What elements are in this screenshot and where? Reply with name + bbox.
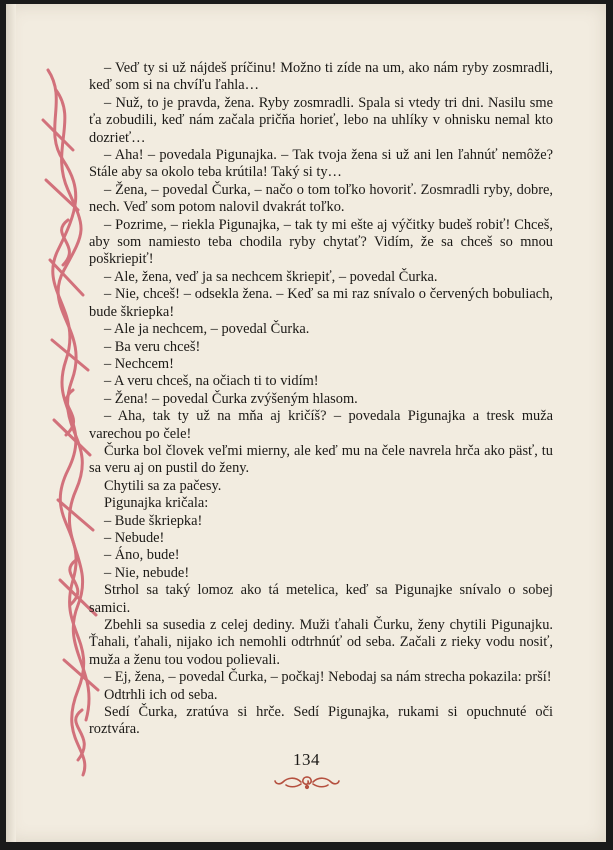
paragraph: – Ale ja nechcem, – povedal Čurka. (104, 321, 310, 338)
paragraph: Strhol sa taký lomoz ako tá metelica, keď sa Pigunajke snívalo o sobej samici. (89, 582, 553, 616)
paragraph: – Nuž, to je pravda, žena. Ryby zosmradli. Spala si vtedy tri dni. Nasilu sme ťa zobudili, keď nám začala pričňa horieť, lebo na uhlíky v ohnisku nemal kto dozrieť… (89, 94, 553, 146)
paragraph: Pigunajka kričala: (104, 495, 209, 512)
paragraph: Čurka bol človek veľmi mierny, ale keď mu na čele navrela hrča ako päsť, tu sa veru aj on pustil do ženy. (89, 442, 553, 477)
paragraph: – Aha! – povedala Pigunajka. – Tak tvoja žena si už ani len ľahnúť nemôže? Stále aby sa okolo teba krútila! Taký si ty… (89, 147, 553, 181)
page-footer (0, 750, 613, 790)
page-gutter (6, 4, 16, 842)
paragraph: – Nie, chceš! – odsekla žena. – Keď sa mi raz snívalo o červených bobuliach, bude škriepka! (89, 286, 553, 320)
page-number: 134 (293, 750, 320, 769)
paragraph: – A veru chceš, na očiach ti to vidím! (104, 373, 319, 390)
paragraph: Chytili sa za pačesy. (104, 477, 222, 494)
page-text (89, 60, 553, 739)
paragraph: – Ba veru chceš! (104, 338, 201, 355)
ornament-icon (271, 774, 343, 790)
paragraph: – Ej, žena, – povedal Čurka, – počkaj! Nebodaj sa nám strecha pokazila: prší! (104, 669, 552, 686)
paragraph: – Aha, tak ty už na mňa aj kričíš? – povedala Pigunajka a tresk muža varechou po čele! (89, 408, 553, 442)
paragraph: Odtrhli ich od seba. (104, 686, 218, 703)
paragraph: – Žena, – povedal Čurka, – načo o tom toľko hovoriť. Zosmradli ryby, dobre, nech. Veď som potom nalovil dvakrát toľko. (89, 181, 553, 216)
paragraph: – Nebude! (104, 529, 165, 546)
paragraph: – Nie, nebude! (104, 564, 190, 581)
paragraph: Zbehli sa susedia z celej dediny. Muži ťahali Čurku, ženy chytili Pigunajku. Ťahali, ťahali, nijako ich nemohli odtrhnúť od seba. Začali z rieky vodu nosiť, muža a ženu tou vodou polievali. (89, 617, 553, 668)
paragraph: Sedí Čurka, zratúva si hrče. Sedí Pigunajka, rukami si opuchnuté oči roztvára. (89, 704, 553, 738)
paragraph: – Bude škriepka! (104, 512, 203, 529)
paragraph: – Žena! – povedal Čurka zvýšeným hlasom. (104, 390, 358, 407)
paragraph: – Veď ty si už nájdeš príčinu! Možno ti zíde na um, ako nám ryby zosmradli, keď som si na chvíľu ľahla… (89, 60, 553, 94)
paragraph: – Nechcem! (104, 355, 174, 372)
paragraph: – Áno, bude! (104, 547, 180, 564)
paragraph: – Ale, žena, veď ja sa nechcem škriepiť, – povedal Čurka. (104, 268, 438, 285)
paragraph: – Pozrime, – riekla Pigunajka, – tak ty mi ešte aj výčitky budeš robiť! Chceš, aby som namiesto teba chodila ryby chytať? Vidím, že sa chceš so mnou poškriepiť! (89, 216, 553, 268)
